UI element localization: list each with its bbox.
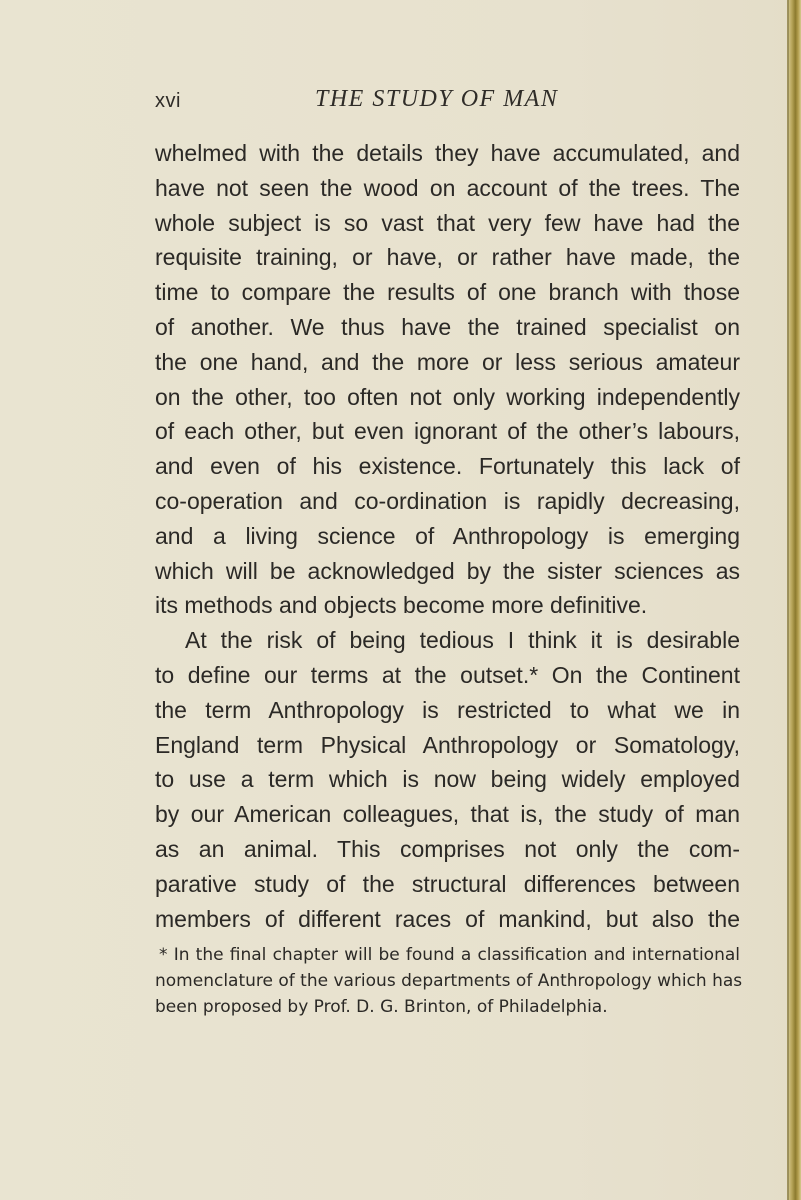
text-line: by our American colleagues, that is, the study of man (155, 801, 740, 828)
footnote-line: been proposed by Prof. D. G. Brinton, of Philadelphia. (155, 997, 608, 1018)
text-line: parative study of the structural differences between (155, 870, 740, 897)
text-line: whole subject is so vast that very few have had the (155, 209, 740, 236)
text-line: England term Physical Anthropology or Somatology, (155, 731, 740, 758)
page-edge (787, 0, 801, 1200)
text-line: of each other, but even ignorant of the other’s labours, (155, 418, 740, 445)
text-line: to use a term which is now being widely employed (155, 766, 740, 793)
text-line: on the other, too often not only working independently (155, 383, 740, 410)
text-line: which will be acknowledged by the sister sciences as (155, 557, 740, 584)
text-line: co-operation and co-ordination is rapidly decreasing, (155, 487, 740, 514)
running-title: THE STUDY OF MAN (315, 86, 559, 112)
text-line: and even of his existence. Fortunately this lack of (155, 453, 740, 480)
text-line: At the risk of being tedious I think it is desirable (185, 627, 740, 654)
text-line: whelmed with the details they have accumulated, and (155, 140, 740, 166)
page-edge-line (787, 0, 789, 1200)
text-line: and a living science of Anthropology is emerging (155, 522, 740, 549)
text-line: the term Anthropology is restricted to what we in (155, 696, 740, 723)
body-text (155, 136, 740, 936)
text-line: its methods and objects become more definitive. (155, 592, 648, 619)
text-line: time to compare the results of one branch with those (155, 279, 740, 306)
text-line: the one hand, and the more or less serious amateur (155, 348, 740, 375)
text-line: as an animal. This comprises not only the com- (155, 835, 740, 862)
text-line: members of different races of mankind, but also the (155, 905, 740, 932)
footnote-line: nomenclature of the various departments of Anthropology which has (155, 971, 743, 992)
text-line: have not seen the wood on account of the trees. The (155, 174, 740, 201)
text-line: of another. We thus have the trained specialist on (155, 313, 740, 340)
text-line: to define our terms at the outset.* On the Continent (155, 661, 740, 688)
page-number: xvi (155, 90, 181, 112)
text-line: requisite training, or have, or rather have made, the (155, 244, 740, 271)
footnote (155, 942, 743, 1021)
footnote-line: * In the final chapter will be found a classification and international (159, 945, 740, 965)
running-header (155, 86, 755, 120)
